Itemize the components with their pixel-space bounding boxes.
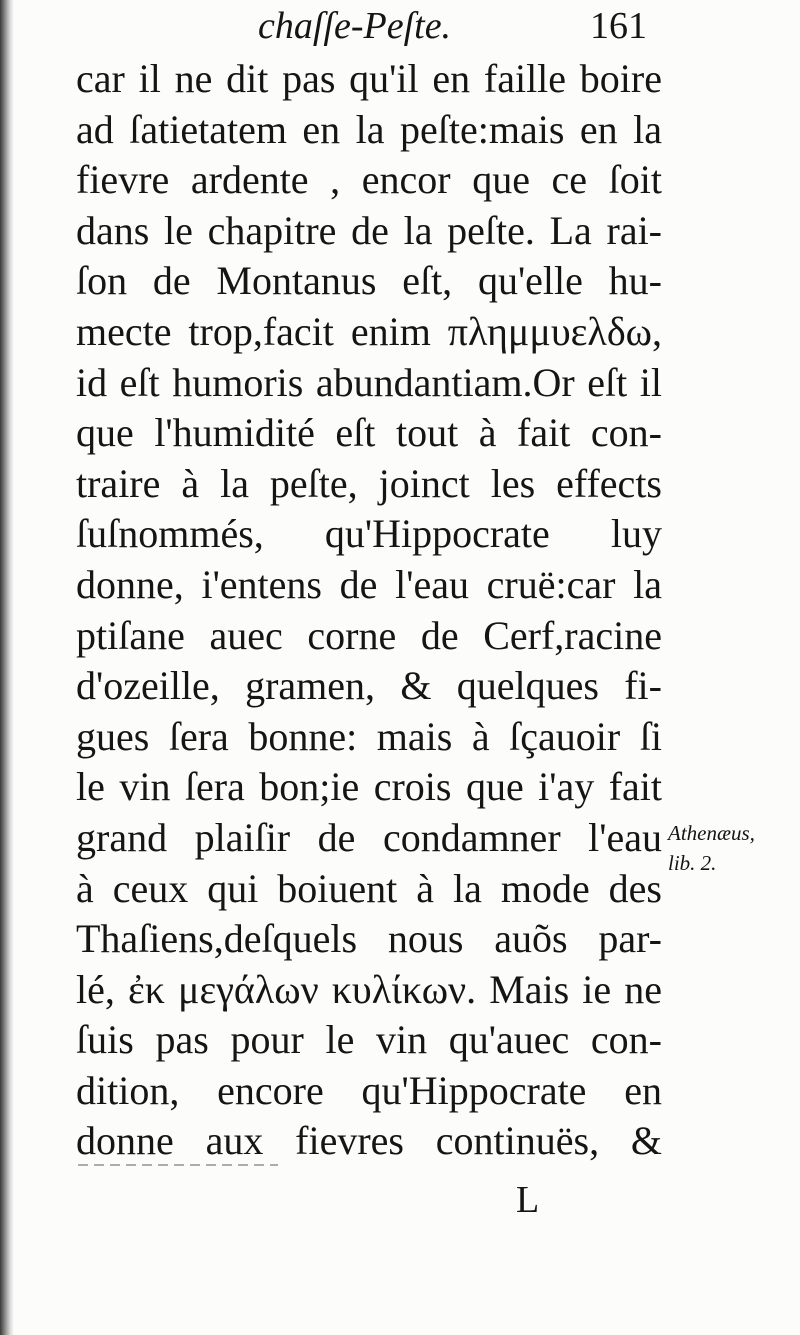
text-line: ſuſnommés, qu'Hippocrate luy bbox=[76, 511, 662, 557]
text-line: grand plaiſir de condamner l'eau bbox=[76, 814, 662, 860]
text-line: dition, encore qu'Hippocrate en bbox=[76, 1067, 662, 1113]
text-line: gues ſera bonne: mais à ſçauoir ſi bbox=[76, 713, 662, 759]
text-line: ſon de Montanus eſt, qu'elle hu- bbox=[76, 258, 662, 304]
margin-note-line: lib. 2. bbox=[668, 851, 717, 875]
text-line: id eſt humoris abundantiam.Or eſt il bbox=[76, 359, 662, 405]
text-line: ptiſane auec corne de Cerf,racine bbox=[76, 612, 662, 658]
text-line: mecte trop,facit enim πλημμυελδω, bbox=[76, 308, 662, 354]
text-line: d'ozeille, gramen, & quelques fi- bbox=[76, 663, 662, 709]
text-line: donne aux fievres continuës, & bbox=[76, 1118, 662, 1164]
margin-note-line: Athenæus, bbox=[668, 821, 755, 845]
text-line: ſuis pas pour le vin qu'auec con- bbox=[76, 1017, 662, 1063]
text-line: donne, i'entens de l'eau cruë:car la bbox=[76, 561, 662, 607]
running-head: chaſſe-Peſte. bbox=[258, 5, 452, 47]
page-gutter-shadow bbox=[0, 0, 14, 1335]
text-line: traire à la peſte, joinct les effects bbox=[76, 460, 662, 506]
text-line: car il ne dit pas qu'il en faille boire bbox=[76, 56, 662, 101]
page-header bbox=[0, 2, 800, 50]
body-text bbox=[76, 54, 662, 1167]
text-line: le vin ſera bon;ie crois que i'ay fait bbox=[76, 764, 662, 810]
signature-mark: L bbox=[516, 1179, 540, 1221]
text-line: dans le chapitre de la peſte. La rai- bbox=[76, 207, 662, 253]
page-number: 161 bbox=[590, 5, 647, 47]
text-line: fievre ardente , encor que ce ſoit bbox=[76, 157, 662, 203]
text-line: à ceux qui boiuent à la mode des bbox=[76, 865, 662, 911]
text-line: que l'humidité eſt tout à fait con- bbox=[76, 410, 662, 456]
text-line: ad ſatietatem en la peſte:mais en la bbox=[76, 106, 662, 152]
print-bleed-mark bbox=[78, 1164, 278, 1166]
text-line: Thaſiens,deſquels nous auõs par- bbox=[76, 916, 662, 962]
text-line: lé, ἐκ μεγάλων κυλίκων. Mais ie ne bbox=[76, 966, 662, 1012]
margin-note bbox=[668, 818, 755, 878]
